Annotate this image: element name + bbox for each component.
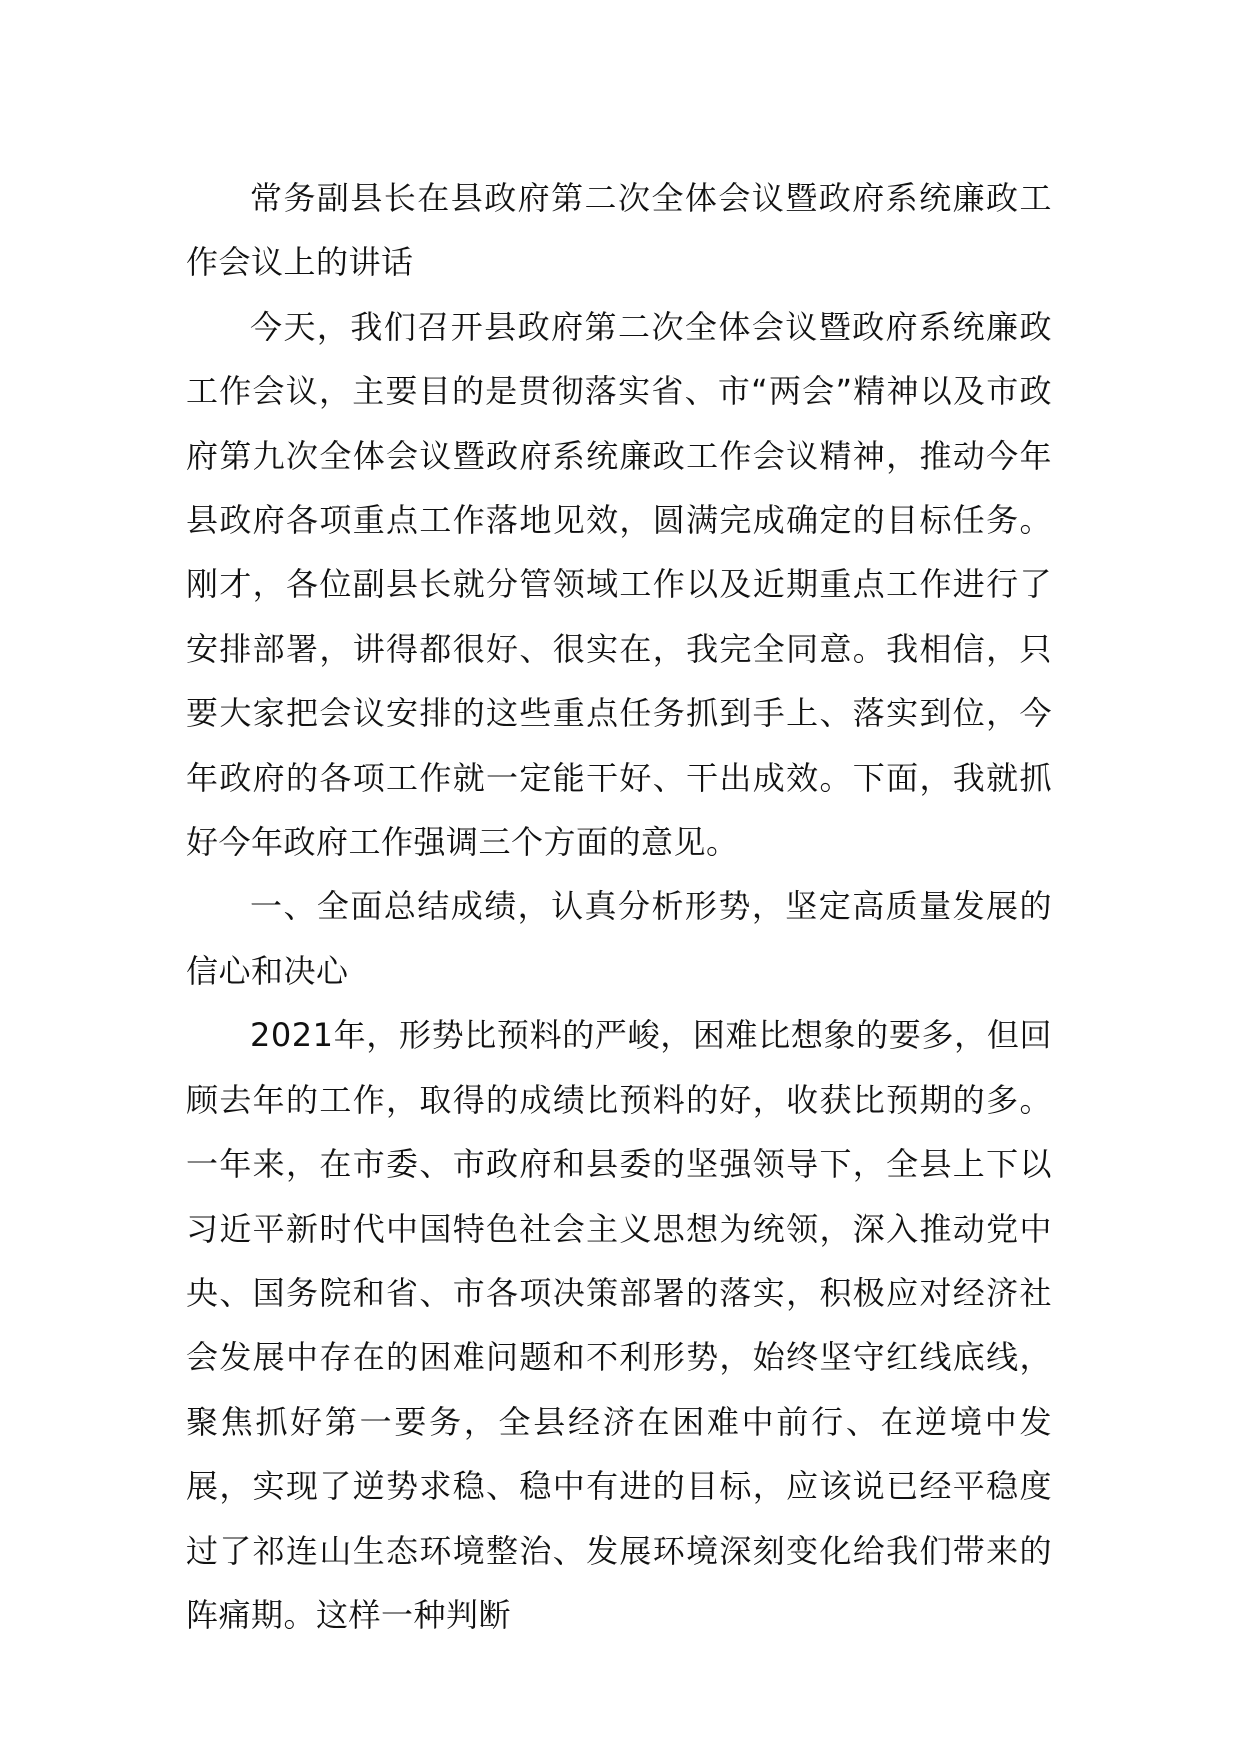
document-body <box>186 166 1052 1647</box>
section-heading: 一、全面总结成绩，认真分析形势，坚定高质量发展的信心和决心 <box>186 887 1052 990</box>
speech-title: 常务副县长在县政府第二次全体会议暨政府系统廉政工作会议上的讲话 <box>186 179 1052 282</box>
opening-paragraph: 今天，我们召开县政府第二次全体会议暨政府系统廉政工作会议，主要目的是贯彻落实省、市“两会”精神以及市政府第九次全体会议暨政府系统廉政工作会议精神，推动今年县政府各项重点工作落地见效，圆满完成确定的目标任务。刚才，各位副县长就分管领域工作以及近期重点工作进行了安排部署，讲得都很好、很实在，我完全同意。我相信，只要大家把会议安排的这些重点任务抓到手上、落实到位，今年政府的各项工作就一定能干好、干出成效。下面，我就抓好今年政府工作强调三个方面的意见。 <box>186 307 1052 862</box>
body-paragraph: 2021年，形势比预料的严峻，困难比想象的要多，但回顾去年的工作，取得的成绩比预料的好，收获比预期的多。一年来，在市委、市政府和县委的坚强领导下，全县上下以习近平新时代中国特色社会主义思想为统领，深入推动党中央、国务院和省、市各项决策部署的落实，积极应对经济社会发展中存在的困难问题和不利形势，始终坚守红线底线，聚焦抓好第一要务，全县经济在困难中前行、在逆境中发展，实现了逆势求稳、稳中有进的目标，应该说已经平稳度过了祁连山生态环境整治、发展环境深刻变化给我们带来的阵痛期。这样一种判断 <box>186 1016 1052 1634</box>
